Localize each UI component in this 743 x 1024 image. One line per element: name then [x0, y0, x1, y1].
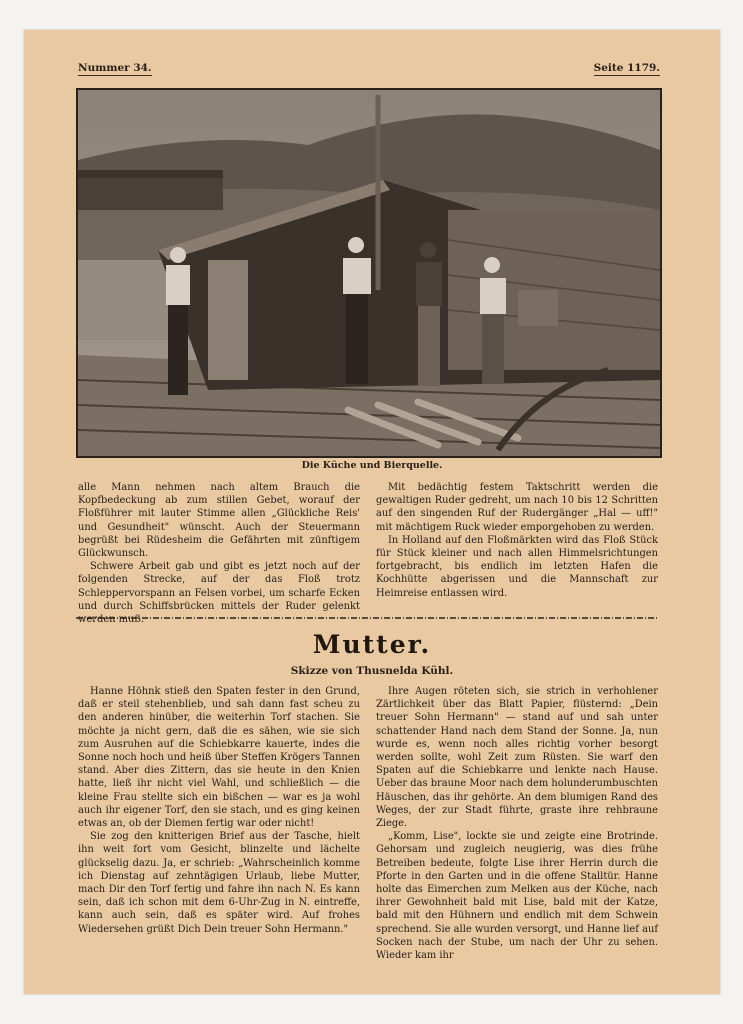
article1-column-right: [376, 481, 658, 600]
paragraph: alle Mann nehmen nach altem Brauch die Kopfbedeckung ab zum stillen Gebet, worauf der Floßführer mit lauter Stimme allen „Glückliche Reis' und Gesundheit" wünscht. Auch der Steuermann begrüßt bei Rüdesheim die Gefährten mit zünftigem Glückwunsch.: [78, 482, 360, 560]
section-divider: [76, 615, 658, 621]
article1-column-left: [78, 481, 360, 626]
newspaper-page: [24, 30, 720, 994]
paragraph: Schwere Arbeit gab und gibt es jetzt noch auf der folgenden Strecke, auf der das Floß trotz Schleppervorspann an Felsen vorbei, um scharfe Ecken und durch Schiffsbrücken mittels der Ruder gelenkt werden muß.: [78, 561, 360, 626]
paragraph: Sie zog den knitterigen Brief aus der Tasche, hielt ihn weit fort vom Gesicht, blinzelte und lächelte glückselig dazu. Ja, er schrieb: „Wahrscheinlich komme ich Dienstag auf zehntägigen Urlaub, liebe Mutter, mach Dir den Torf fertig und fahre ihn nach N. Es kann sein, daß ich schon mit dem 6-Uhr-Zug in N. eintreffe, kann auch sein, daß es später wird. Auf frohes Wiedersehen grüßt Dich Dein treuer Sohn Hermann.": [78, 831, 360, 935]
paragraph: Mit bedächtig festem Taktschritt werden die gewaltigen Ruder gedreht, um nach 10 bis 12 Schritten auf den singenden Ruf der Rudergänger „Hal — uff!" mit mächtigem Ruck wieder emporgehoben zu werden.: [376, 482, 658, 533]
raft-kitchen-photo: [76, 88, 662, 458]
article2-column-left: [78, 685, 360, 936]
paragraph: Ihre Augen röteten sich, sie strich in verhohlener Zärtlichkeit über das Blatt Papier, flüsternd: „Dein treuer Sohn Hermann" — stand auf und sah unter schattender Hand nach dem Stand der Sonne. Ja, nun wurde es, wenn noch alles richtig vorher besorgt werden sollte, wohl Zeit zum Rüsten. Sie warf den Spaten auf die Schiebkarre und lenkte nach Hause. Ueber das braune Moor nach dem holunderumbuschten Häuschen, das ihr gehörte. An dem blumigen Rand des Weges, der zur Stadt führte, graste ihre rehbraune Ziege.: [376, 686, 658, 830]
paragraph: Hanne Höhnk stieß den Spaten fester in den Grund, daß er steil stehenblieb, und sah dann fast scheu zu den anderen hinüber, die weiterhin Torf stachen. Sie möchte ja nicht gern, daß die es sähen, wie sie sich zum Ausruhen auf die Schiebkarre kauerte, indes die Sonne noch hoch und heiß über Steffen Krögers Tannen stand. Aber dies Zittern, das sie heute in den Knien hatte, ließ ihr nicht viel Wahl, und schließlich — die kleine Frau stellte sich ein bißchen — war es ja wohl auch ihr eigener Torf, den sie stach, und es ging keinen etwas an, ob der Diemen fertig war oder nicht!: [78, 686, 360, 830]
issue-number: Nummer 34.: [78, 62, 152, 74]
paragraph: „Komm, Lise", lockte sie und zeigte eine Brotrinde. Gehorsam und zugleich neugierig, was dies frühe Betreiben bedeute, folgte Lise ihrer Herrin durch die Pforte in den Garten und in die offene Stalltür. Hanne holte das Eimerchen zum Melken aus der Küche, nach ihrer Gewohnheit bald mit Lise, bald mit der Katze, bald mit den Hühnern und endlich mit dem Schwein sprechend. Sie alle wurden versorgt, und Hanne lief auf Socken nach der Stube, um nach der Uhr zu sehen. Wieder kam ihr: [376, 831, 658, 962]
article2-column-right: [376, 685, 658, 962]
article-title: Mutter.: [312, 630, 432, 659]
paragraph: In Holland auf den Floßmärkten wird das Floß Stück für Stück kleiner und nach allen Himmelsrichtungen fortgebracht, bis endlich im letzten Hafen die Kochhütte abgerissen und die Mannschaft zur Heimreise entlassen wird.: [376, 534, 658, 599]
article-byline: Skizze von Thusnelda Kühl.: [290, 665, 454, 677]
photo-illustration: [78, 90, 660, 456]
page-number: Seite 1179.: [593, 62, 660, 74]
photo-caption: Die Küche und Bierquelle.: [301, 460, 443, 471]
